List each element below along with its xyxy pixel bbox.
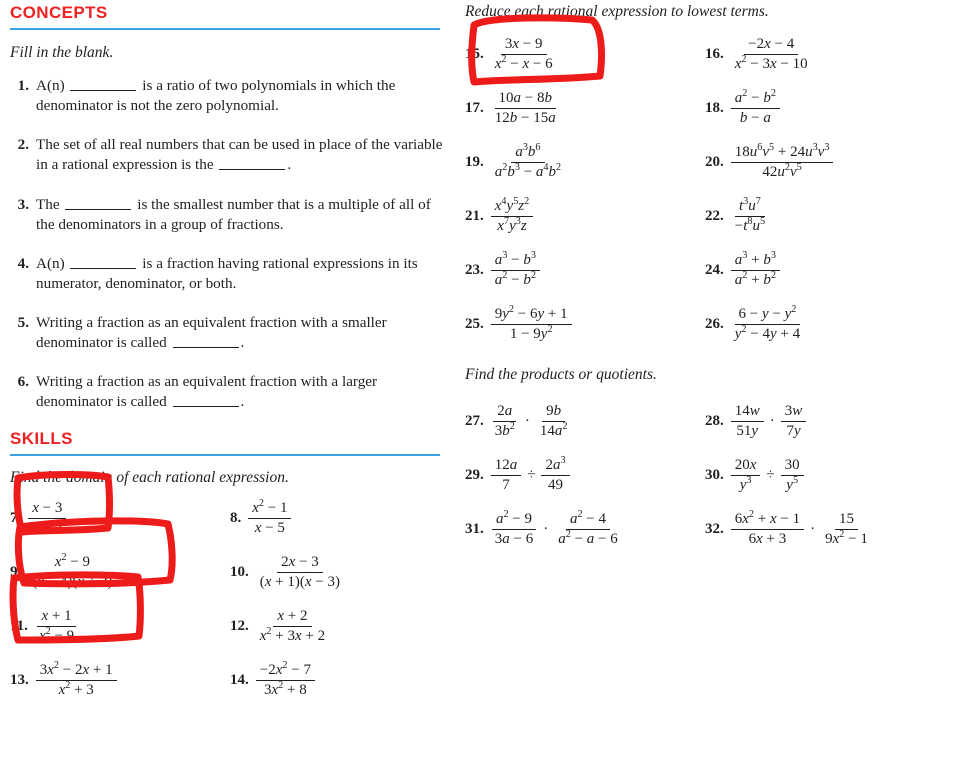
expression-fraction [491, 306, 572, 343]
exercise-30 [705, 448, 945, 502]
fraction-denominator: $a^2 - b^2$ [494, 270, 536, 289]
concept-item [10, 135, 450, 175]
exercise-body [491, 36, 557, 73]
right-fraction [554, 508, 622, 548]
fraction-denominator: (x + 1)(x − 3) [259, 573, 341, 590]
fraction-numerator: x − 3 [28, 500, 66, 519]
fraction-denominator: $x^7y^3z$ [497, 216, 527, 235]
concept-number: 4. [17, 254, 29, 272]
exercise-26 [705, 298, 945, 352]
concept-text: A(n) is a fraction having rational expressions in its numerator, denominator, or both. [36, 254, 418, 292]
concepts-direction: Fill in the blank. [10, 43, 114, 61]
exercise-body [731, 198, 769, 235]
fraction-numerator: $a^3 + b^3$ [731, 252, 780, 271]
fraction-numerator: $a^3 - b^3$ [491, 252, 540, 271]
concept-text: Writing a fraction as an equivalent fraction with a smaller denominator is called . [36, 313, 387, 351]
fraction-denominator: x − 5 [254, 519, 285, 536]
expression-fraction [491, 36, 557, 73]
exercise-number: 11. [10, 617, 28, 634]
right-fraction [781, 457, 804, 494]
concept-number: 1. [17, 77, 29, 95]
exercise-29 [465, 448, 705, 502]
fill-in-blank[interactable] [173, 347, 239, 348]
fraction-denominator: $y^5$ [786, 474, 799, 493]
fraction-denominator: $y^2 - 4y + 4$ [734, 324, 801, 343]
fraction-numerator: 14w [731, 403, 764, 422]
fraction-numerator: $2a^3$ [541, 457, 569, 476]
exercise-body [731, 144, 834, 181]
fraction-numerator: 15 [835, 511, 858, 530]
fraction-numerator: 10a − 8b [495, 90, 556, 109]
exercise-number: 10. [230, 563, 249, 580]
exercise-body [491, 252, 540, 289]
fraction-numerator: 30 [781, 457, 804, 476]
exercise-body [256, 608, 329, 645]
fraction-numerator: $a^2 - 9$ [492, 511, 536, 530]
fraction-denominator: 12b − 15a [494, 110, 556, 127]
exercise-8 [230, 491, 450, 545]
exercise-body [256, 554, 344, 591]
exercise-number: 29. [465, 466, 484, 483]
exercise-18 [705, 82, 945, 136]
exercise-body [731, 252, 780, 289]
math-operator: · [810, 520, 816, 537]
left-fraction [491, 508, 537, 548]
fill-in-blank[interactable] [70, 268, 136, 269]
expression-fraction [491, 144, 565, 181]
concept-number: 2. [17, 136, 29, 154]
exercise-12 [230, 599, 450, 653]
exercise-body [731, 36, 812, 73]
exercise-body [491, 198, 533, 235]
expression-fraction [248, 500, 291, 537]
expression-fraction [731, 306, 804, 343]
fraction-denominator: $x^2 + 3x + 2$ [259, 625, 326, 644]
fill-in-blank[interactable] [173, 406, 239, 407]
exercise-body [248, 500, 291, 537]
concept-number: 6. [17, 372, 29, 390]
concepts-list [10, 76, 450, 412]
exercise-body [731, 457, 804, 494]
exercise-15 [465, 28, 705, 82]
fraction-denominator: $x^2 - 3x - 10$ [734, 54, 808, 73]
exercise-number: 15. [465, 46, 484, 63]
fraction-denominator: x + 2 [32, 519, 63, 536]
expression-fraction [491, 252, 540, 289]
fraction-denominator: $14a^2$ [539, 420, 568, 439]
fraction-numerator: $x^2 - 9$ [51, 554, 94, 573]
exercise-body [491, 144, 565, 181]
exercise-body [731, 403, 807, 440]
exercise-body [491, 306, 572, 343]
fraction-denominator: $a^2 - a - 6$ [558, 528, 618, 547]
fraction-denominator: $y^3$ [739, 474, 752, 493]
skills-rule [10, 454, 440, 456]
exercise-22 [705, 190, 945, 244]
products-exercise-grid [465, 394, 945, 556]
fraction-numerator: $-2x^2 - 7$ [256, 662, 315, 681]
exercise-16 [705, 28, 945, 82]
skills-heading: SKILLS [10, 429, 73, 449]
exercise-number: 18. [705, 100, 724, 117]
exercise-23 [465, 244, 705, 298]
math-operator: · [524, 412, 530, 429]
fill-in-blank[interactable] [70, 90, 136, 91]
fraction-denominator: $1 - 9y^2$ [509, 324, 553, 343]
exercise-21 [465, 190, 705, 244]
reduce-section [465, 0, 945, 352]
expression-fraction [28, 500, 66, 537]
exercise-body [35, 608, 78, 645]
exercise-body [491, 90, 560, 127]
fraction-denominator: $x^2 + 3$ [58, 679, 94, 698]
math-operator: · [543, 520, 549, 537]
fraction-numerator: $18u^6v^5 + 24u^3v^3$ [731, 144, 834, 163]
math-operator: ÷ [766, 466, 775, 483]
fraction-numerator: $3x^2 - 2x + 1$ [36, 662, 117, 681]
exercise-body [731, 508, 872, 548]
exercise-number: 31. [465, 520, 484, 537]
exercise-body [491, 508, 622, 548]
fraction-numerator: $6 - y - y^2$ [735, 306, 801, 325]
exercise-body [28, 500, 66, 537]
expression-fraction [28, 554, 116, 591]
exercise-number: 17. [465, 100, 484, 117]
right-column [465, 0, 945, 556]
fraction-numerator: $a^3b^6$ [511, 144, 544, 163]
exercise-body [256, 662, 315, 699]
exercise-number: 8. [230, 509, 242, 526]
exercise-number: 25. [465, 316, 484, 333]
concept-number: 5. [17, 313, 29, 331]
concept-text: A(n) is a ratio of two polynomials in which the denominator is not the zero polynomial. [36, 77, 396, 115]
fraction-denominator: 7 [502, 476, 510, 493]
fraction-denominator: 7y [786, 422, 801, 439]
exercise-28 [705, 394, 945, 448]
concept-text: The is the smallest number that is a multiple of all of the denominators in a group of fractions. [36, 195, 431, 233]
exercise-number: 24. [705, 262, 724, 279]
fraction-numerator: $x^4y^5z^2$ [491, 198, 533, 217]
expression-fraction [256, 662, 315, 699]
reduce-direction: Reduce each rational expression to lowest terms. [465, 3, 769, 20]
fraction-numerator: 3x − 9 [501, 36, 547, 55]
fraction-numerator: $6x^2 + x - 1$ [731, 511, 804, 530]
fraction-numerator: 2a [493, 403, 516, 422]
fraction-denominator: $x^2 - x - 6$ [494, 54, 553, 73]
exercise-number: 20. [705, 154, 724, 171]
exercise-number: 9. [10, 563, 22, 580]
expression-fraction [256, 554, 344, 591]
concept-text: The set of all real numbers that can be used in place of the variable in a rational expression is the . [36, 136, 443, 174]
concept-item [10, 313, 450, 353]
fraction-denominator: $3b^2$ [494, 420, 515, 439]
fraction-numerator: 12a [491, 457, 522, 476]
fraction-numerator: $t^3u^7$ [735, 198, 765, 217]
exercise-number: 28. [705, 412, 724, 429]
exercise-number: 13. [10, 671, 29, 688]
math-operator: · [769, 412, 775, 429]
expression-fraction [35, 608, 78, 645]
fraction-denominator: $9x^2 - 1$ [825, 528, 868, 547]
fraction-numerator: $9y^2 - 6y + 1$ [491, 306, 572, 325]
concept-item [10, 76, 450, 116]
exercise-11 [10, 599, 230, 653]
exercise-number: 12. [230, 617, 249, 634]
exercise-body [491, 454, 570, 494]
exercise-13 [10, 653, 230, 707]
expression-fraction [731, 252, 780, 289]
left-fraction [731, 403, 764, 440]
exercise-body [731, 306, 804, 343]
exercise-31 [465, 502, 705, 556]
exercise-14 [230, 653, 450, 707]
fraction-numerator: 20x [731, 457, 761, 476]
left-fraction [491, 457, 522, 494]
exercise-9 [10, 545, 230, 599]
exercise-body [731, 90, 780, 127]
exercise-number: 14. [230, 671, 249, 688]
fraction-denominator: $3x^2 + 8$ [263, 679, 307, 698]
exercise-number: 30. [705, 466, 724, 483]
products-direction: Find the products or quotients. [465, 365, 657, 383]
exercise-number: 19. [465, 154, 484, 171]
exercise-32 [705, 502, 945, 556]
exercise-27 [465, 394, 705, 448]
concept-item [10, 372, 450, 412]
reduce-exercise-grid [465, 28, 945, 352]
fraction-numerator: 9b [542, 403, 565, 422]
fraction-numerator: $a^2 - 4$ [566, 511, 610, 530]
exercise-body [36, 662, 117, 699]
exercise-10 [230, 545, 450, 599]
exercise-number: 21. [465, 208, 484, 225]
left-fraction [731, 508, 804, 548]
exercise-24 [705, 244, 945, 298]
exercise-7 [10, 491, 230, 545]
fraction-numerator: 2x − 3 [277, 554, 323, 573]
fraction-numerator: $a^2 - b^2$ [731, 90, 780, 109]
exercise-25 [465, 298, 705, 352]
left-fraction [491, 403, 519, 440]
exercise-number: 32. [705, 520, 724, 537]
exercise-number: 7. [10, 509, 22, 526]
concepts-rule [10, 28, 440, 30]
concepts-heading: CONCEPTS [10, 3, 108, 22]
exercise-19 [465, 136, 705, 190]
fraction-denominator: 51y [736, 422, 759, 439]
fraction-denominator: 3a − 6 [494, 530, 534, 547]
skills-exercise-grid [10, 491, 450, 707]
left-column [10, 0, 450, 707]
right-fraction [541, 454, 569, 494]
concept-number: 3. [17, 195, 29, 213]
expression-fraction [731, 90, 780, 127]
skills-direction: Find the domain of each rational expression. [10, 468, 289, 486]
exercise-17 [465, 82, 705, 136]
expression-fraction [491, 198, 533, 235]
fraction-numerator: $x^2 - 1$ [248, 500, 291, 519]
fraction-denominator: (x − 4)(x + 2) [32, 573, 113, 590]
concept-item [10, 254, 450, 294]
exercise-number: 27. [465, 412, 484, 429]
right-fraction [821, 511, 872, 548]
expression-fraction [256, 608, 329, 645]
right-fraction [536, 403, 572, 440]
expression-fraction [731, 144, 834, 181]
concept-text: Writing a fraction as an equivalent fraction with a larger denominator is called . [36, 372, 378, 410]
exercise-body [28, 554, 116, 591]
fraction-denominator: $x^2 - 9$ [38, 625, 75, 644]
fraction-numerator: x + 2 [273, 608, 311, 627]
fraction-numerator: x + 1 [37, 608, 75, 627]
fraction-denominator: $a^2b^3 - a^4b^2$ [494, 162, 562, 181]
fraction-denominator: 49 [548, 476, 564, 493]
fraction-denominator: $-t^8u^5$ [734, 216, 766, 235]
exercise-number: 16. [705, 46, 724, 63]
fraction-denominator: $42u^2v^5$ [762, 162, 802, 181]
exercise-20 [705, 136, 945, 190]
concepts-section [10, 0, 450, 412]
expression-fraction [731, 198, 769, 235]
right-fraction [781, 403, 807, 440]
exercise-number: 26. [705, 316, 724, 333]
fraction-denominator: 6x + 3 [748, 530, 787, 547]
fraction-denominator: b − a [739, 110, 771, 127]
products-section [465, 366, 945, 557]
fraction-denominator: $a^2 + b^2$ [734, 270, 776, 289]
expression-fraction [36, 662, 117, 699]
expression-fraction [491, 90, 560, 127]
skills-section [10, 430, 450, 707]
left-fraction [731, 457, 761, 494]
exercise-number: 22. [705, 208, 724, 225]
exercise-body [491, 403, 572, 440]
math-operator: ÷ [527, 466, 536, 483]
expression-fraction [731, 36, 812, 73]
fill-in-blank[interactable] [65, 209, 131, 210]
fill-in-blank[interactable] [219, 169, 285, 170]
exercise-number: 23. [465, 262, 484, 279]
fraction-numerator: −2x − 4 [744, 36, 798, 55]
fraction-numerator: 3w [781, 403, 807, 422]
concept-item [10, 195, 450, 235]
